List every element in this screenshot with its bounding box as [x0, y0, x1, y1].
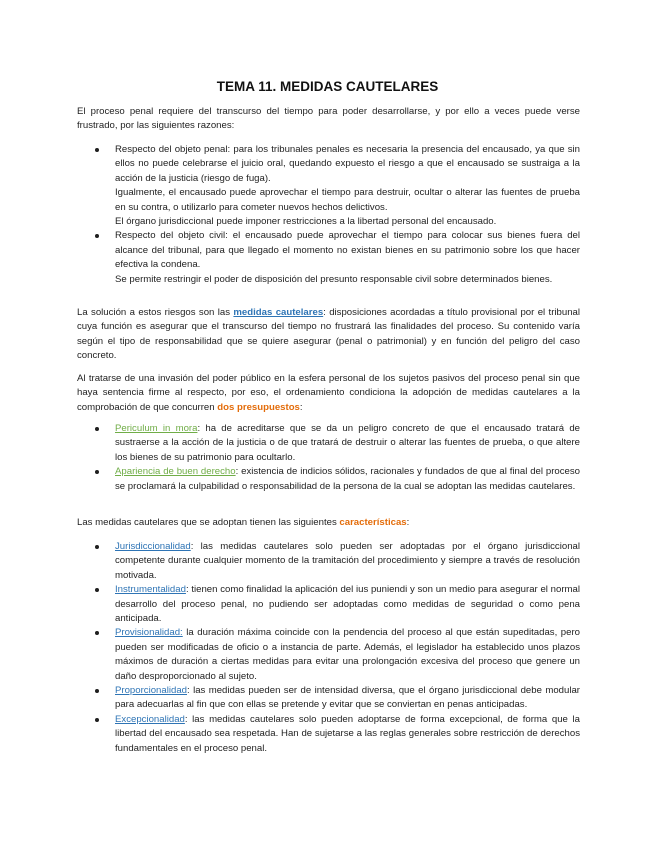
caracteristica-text: : tienen como finalidad la aplicación del ius puniendi y son un medio para asegurar el normal desarrollo del proceso penal, no pudiendo ser adoptadas como medidas de seguridad o como pena anticipada. — [115, 584, 580, 625]
instrumentalidad-link[interactable]: Instrumentalidad — [115, 584, 186, 596]
reason-penal-text-3: El órgano jurisdiccional puede imponer restricciones a la libertad personal del encausado. — [115, 216, 497, 228]
bullet-icon — [95, 148, 99, 152]
jurisdiccionalidad-link[interactable]: Jurisdiccionalidad — [115, 541, 191, 552]
bullet-icon — [95, 470, 99, 474]
reason-civil-text: Respecto del objeto civil: el encausado puede aprovechar el tiempo para colocar sus bienes fuera del alcance del tribunal, para que llegado el momento no existan bienes en su patrimonio sobre los que hacer efectiva la condena. — [115, 230, 580, 271]
list-item — [77, 626, 580, 684]
excepcionalidad-link[interactable]: Excepcionalidad — [115, 713, 185, 725]
page-title: TEMA 11. MEDIDAS CAUTELARES — [216, 79, 439, 94]
caracteristica-text: : las medidas cautelares solo pueden ser adoptadas por el órgano jurisdiccional competente durante cualquier momento de la tramitación del procedimiento y siempre a través de resolución motivada. — [115, 541, 580, 581]
bullet-icon — [95, 234, 99, 238]
invasion-text-before: Al tratarse de una invasión del poder público en la esfera personal de los sujetos pasivos del proceso penal sin que haya sentencia firme al respecto, por eso, el ordenamiento condiciona la adopción de medidas cautelares a la comprobación de que concurren — [77, 373, 580, 413]
list-item — [77, 583, 580, 626]
invasion-paragraph — [77, 372, 580, 415]
proporcionalidad-link[interactable]: Proporcionalidad — [115, 685, 187, 697]
list-item — [77, 143, 580, 229]
apariencia-buen-derecho-link[interactable]: Apariencia de buen derecho — [115, 466, 236, 478]
bullet-icon — [95, 689, 99, 693]
solution-text-after: : disposiciones acordadas a título provisional por el tribunal cuya función es asegurar que el transcurso del tiempo no frustrará las finalidades del proceso. Su contenido varía según el tipo de responsabilidad que se quiere asegurar (penal o patrimonial) y en función del peligro del caso concreto. — [77, 307, 581, 362]
reasons-list — [77, 143, 580, 287]
invasion-text-after: : — [299, 401, 303, 413]
intro-paragraph: El proceso penal requiere del transcurso del tiempo para poder desarrollarse, y por ello a veces puede verse frustrado, por las siguientes razones: — [77, 106, 580, 132]
bullet-icon — [95, 427, 99, 431]
caracteristicas-highlight: características — [339, 517, 407, 528]
presupuesto-text: : ha de acreditarse que se da un peligro concreto de que el encausado tratará de sustraerse a la acción de la justicia o de que tratará de destruir o alterar las fuentes de prueba, o que altere los bienes de su patrimonio para ocultarlo. — [115, 423, 580, 463]
caracteristicas-text-after: : — [406, 517, 410, 528]
bullet-icon — [95, 588, 99, 592]
provisionalidad-link[interactable]: Provisionalidad: — [115, 627, 183, 639]
medidas-cautelares-link[interactable]: medidas cautelares — [233, 307, 324, 318]
presupuestos-list — [77, 422, 580, 494]
caracteristica-text: : las medidas cautelares solo pueden adoptarse de forma excepcional, de forma que la libertad del encausado sea respetada. Han de sujetarse a las reglas generales sobre restricción de derechos fundamentales en el proceso penal. — [115, 713, 580, 754]
caracteristicas-intro — [77, 516, 580, 530]
dos-presupuestos-highlight: dos presupuestos — [217, 401, 300, 413]
caracteristicas-list — [77, 540, 580, 756]
reason-penal-text-2: Igualmente, el encausado puede aprovechar el tiempo para destruir, ocultar o alterar las fuentes de prueba en su contra, o utilizarlo para cometer nuevos hechos delictivos. — [115, 187, 580, 213]
bullet-icon — [95, 545, 99, 549]
list-item — [77, 465, 580, 494]
bullet-icon — [95, 718, 99, 722]
caracteristicas-text-before: Las medidas cautelares que se adoptan tienen las siguientes — [77, 517, 340, 528]
list-item — [77, 713, 580, 756]
caracteristica-text: : las medidas pueden ser de intensidad diversa, que el órgano jurisdiccional debe modular para adecuarlas al fin que con ellas se pretende y evitar que se conviertan en penas anticipadas. — [115, 685, 580, 711]
list-item — [77, 540, 580, 583]
solution-text-before: La solución a estos riesgos son las — [77, 307, 234, 318]
reason-penal-text: Respecto del objeto penal: para los tribunales penales es necesaria la presencia del encausado, ya que sin ellos no puede celebrarse el juicio oral, quedando expuesto el riesgo a que el encausado se sustraiga a la acción de la justicia (riesgo de fuga). — [115, 144, 580, 184]
caracteristica-text: la duración máxima coincide con la pendencia del proceso al que están supeditadas, pero pueden ser modificadas de oficio o a instancia de parte. Además, el legislador ha establecido unos plazos máximos de duración a ciertas medidas para evitar una prolongación excesiva del proceso que genere un daño desproporcionado al sujeto. — [115, 627, 580, 682]
list-item — [77, 422, 580, 465]
periculum-in-mora-link[interactable]: Periculum in mora — [115, 423, 198, 434]
reason-civil-text-2: Se permite restringir el poder de disposición del presunto responsable civil sobre determinados bienes. — [115, 273, 553, 285]
list-item — [77, 229, 580, 287]
list-item — [77, 684, 580, 713]
bullet-icon — [95, 631, 99, 635]
solution-paragraph — [77, 306, 580, 364]
presupuesto-text: : existencia de indicios sólidos, racionales y fundados de que al final del proceso se proclamará la culpabilidad o responsabilidad de la persona de la cual se adoptan las medidas cautelares. — [115, 466, 581, 492]
